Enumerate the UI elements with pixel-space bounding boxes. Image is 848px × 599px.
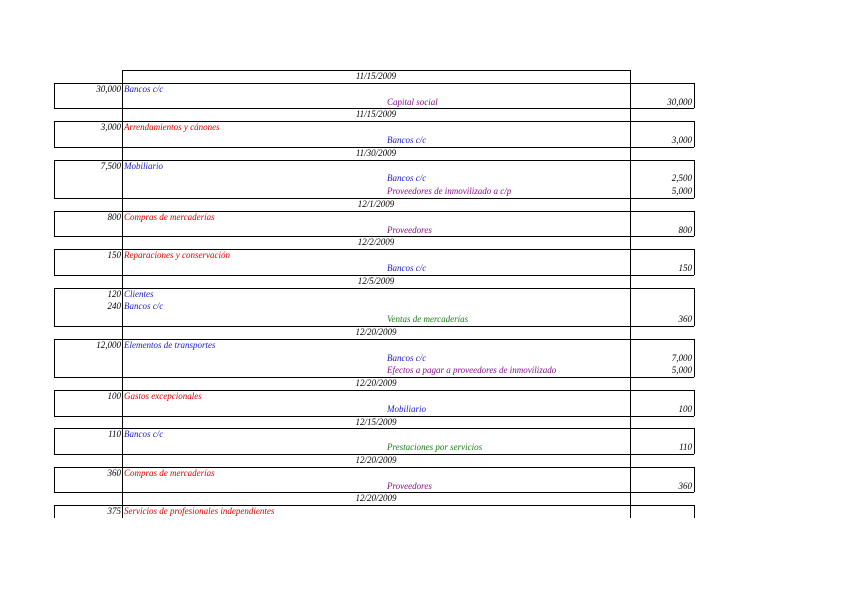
column-border — [630, 377, 631, 390]
credit-account: Bancos c/c — [387, 352, 427, 363]
column-border — [694, 467, 695, 493]
column-border — [630, 275, 631, 288]
credit-amount: 5,000 — [671, 186, 692, 197]
credit-account: Bancos c/c — [387, 135, 427, 145]
column-border — [630, 288, 631, 326]
debit-account: Mobiliario — [124, 160, 164, 171]
credit-amount: 3,000 — [671, 135, 692, 145]
credit-amount: 7,000 — [671, 352, 692, 363]
debit-account: Bancos c/c — [124, 83, 164, 94]
column-border — [630, 249, 631, 275]
column-border — [630, 390, 631, 416]
credit-account: Proveedores de inmovilizado a c/p — [387, 186, 512, 197]
column-border — [694, 160, 695, 198]
entry-date: 11/15/2009 — [355, 109, 397, 120]
column-border — [630, 198, 631, 211]
debit-account: Compras de mercaderías — [124, 211, 215, 222]
column-border — [630, 83, 631, 109]
debit-account: Bancos c/c — [124, 429, 164, 440]
debit-amount: 30,000 — [96, 83, 121, 94]
entry-date: 12/5/2009 — [357, 275, 395, 286]
column-border — [122, 339, 123, 377]
credit-account: Capital social — [387, 96, 438, 107]
credit-amount: 5,000 — [671, 365, 692, 376]
debit-amount: 150 — [107, 250, 121, 261]
column-border — [54, 160, 55, 198]
credit-account: Ventas de mercaderías — [387, 314, 469, 325]
debit-account: Servicios de profesionales independientes — [124, 506, 275, 517]
column-border — [122, 390, 123, 416]
entry-date: 12/15/2009 — [355, 416, 397, 427]
column-border — [630, 236, 631, 249]
column-border — [54, 121, 55, 147]
column-border — [122, 160, 123, 198]
column-border — [122, 416, 123, 429]
column-border — [694, 249, 695, 275]
column-border — [54, 467, 55, 493]
credit-amount: 360 — [678, 480, 692, 491]
column-border — [54, 83, 55, 109]
column-border — [122, 70, 123, 83]
column-border — [630, 454, 631, 467]
credit-account: Efectos a pagar a proveedores de inmovilizado — [387, 365, 557, 376]
debit-account: Elementos de transportes — [124, 339, 216, 350]
column-border — [122, 108, 123, 121]
column-border — [630, 339, 631, 377]
column-border — [694, 288, 695, 326]
debit-amount: 7,500 — [100, 160, 121, 171]
column-border — [122, 236, 123, 249]
column-border — [694, 390, 695, 416]
entry-date: 12/20/2009 — [355, 378, 397, 389]
credit-amount: 30,000 — [667, 96, 692, 107]
credit-account: Bancos c/c — [387, 173, 427, 184]
column-border — [122, 288, 123, 326]
column-border — [694, 339, 695, 377]
debit-account: Compras de mercaderías — [124, 467, 215, 478]
entry-date: 12/20/2009 — [355, 327, 397, 337]
column-border — [122, 121, 123, 147]
debit-amount: 12,000 — [96, 339, 121, 350]
entry-date: 12/20/2009 — [355, 493, 397, 504]
column-border — [122, 492, 123, 505]
column-border — [122, 198, 123, 211]
column-border — [122, 326, 123, 339]
debit-amount: 110 — [108, 429, 121, 440]
column-border — [54, 505, 55, 518]
debit-amount: 360 — [107, 467, 121, 478]
debit-amount: 120 — [107, 288, 121, 299]
column-border — [630, 70, 631, 83]
column-border — [694, 211, 695, 237]
debit-account: Arrendamientos y cánones — [124, 122, 220, 133]
entry-date: 11/15/2009 — [355, 71, 397, 81]
column-border — [54, 428, 55, 454]
entry-date: 12/20/2009 — [355, 455, 397, 465]
debit-amount: 375 — [107, 506, 121, 517]
column-border — [694, 83, 695, 109]
credit-amount: 360 — [678, 314, 692, 325]
credit-account: Proveedores — [387, 224, 432, 235]
column-border — [54, 249, 55, 275]
entry-date: 12/1/2009 — [357, 199, 395, 209]
column-border — [630, 492, 631, 505]
entry-date: 12/2/2009 — [357, 237, 395, 248]
column-border — [630, 416, 631, 429]
entry-date: 11/30/2009 — [355, 147, 397, 158]
column-border — [630, 160, 631, 198]
column-border — [122, 377, 123, 390]
column-border — [122, 454, 123, 467]
column-border — [54, 211, 55, 237]
debit-amount: 800 — [107, 211, 121, 222]
column-border — [630, 326, 631, 339]
column-border — [54, 339, 55, 377]
credit-amount: 800 — [678, 224, 692, 235]
credit-account: Proveedores — [387, 480, 432, 491]
debit-amount: 240 — [107, 301, 121, 312]
column-border — [122, 467, 123, 493]
credit-amount: 150 — [678, 263, 692, 273]
column-border — [630, 428, 631, 454]
column-border — [122, 211, 123, 237]
column-border — [54, 288, 55, 326]
debit-account: Gastos excepcionales — [124, 391, 202, 401]
column-border — [54, 390, 55, 416]
debit-account: Reparaciones y conservación — [124, 250, 230, 261]
column-border — [630, 505, 631, 518]
column-border — [694, 505, 695, 518]
debit-account: Bancos c/c — [124, 301, 164, 312]
column-border — [630, 211, 631, 237]
column-border — [122, 249, 123, 275]
credit-account: Bancos c/c — [387, 263, 427, 273]
debit-account: Clientes — [124, 288, 154, 299]
credit-account: Mobiliario — [387, 403, 427, 414]
credit-amount: 2,500 — [671, 173, 692, 184]
credit-account: Prestaciones por servicios — [387, 442, 483, 453]
column-border — [630, 108, 631, 121]
debit-amount: 100 — [107, 391, 121, 401]
column-border — [630, 121, 631, 147]
column-border — [122, 147, 123, 160]
column-border — [694, 121, 695, 147]
column-border — [630, 147, 631, 160]
column-border — [122, 428, 123, 454]
debit-amount: 3,000 — [100, 122, 121, 133]
column-border — [122, 275, 123, 288]
column-border — [694, 428, 695, 454]
column-border — [122, 505, 123, 518]
column-border — [122, 83, 123, 109]
column-border — [630, 467, 631, 493]
credit-amount: 110 — [679, 442, 692, 453]
credit-amount: 100 — [678, 403, 692, 414]
